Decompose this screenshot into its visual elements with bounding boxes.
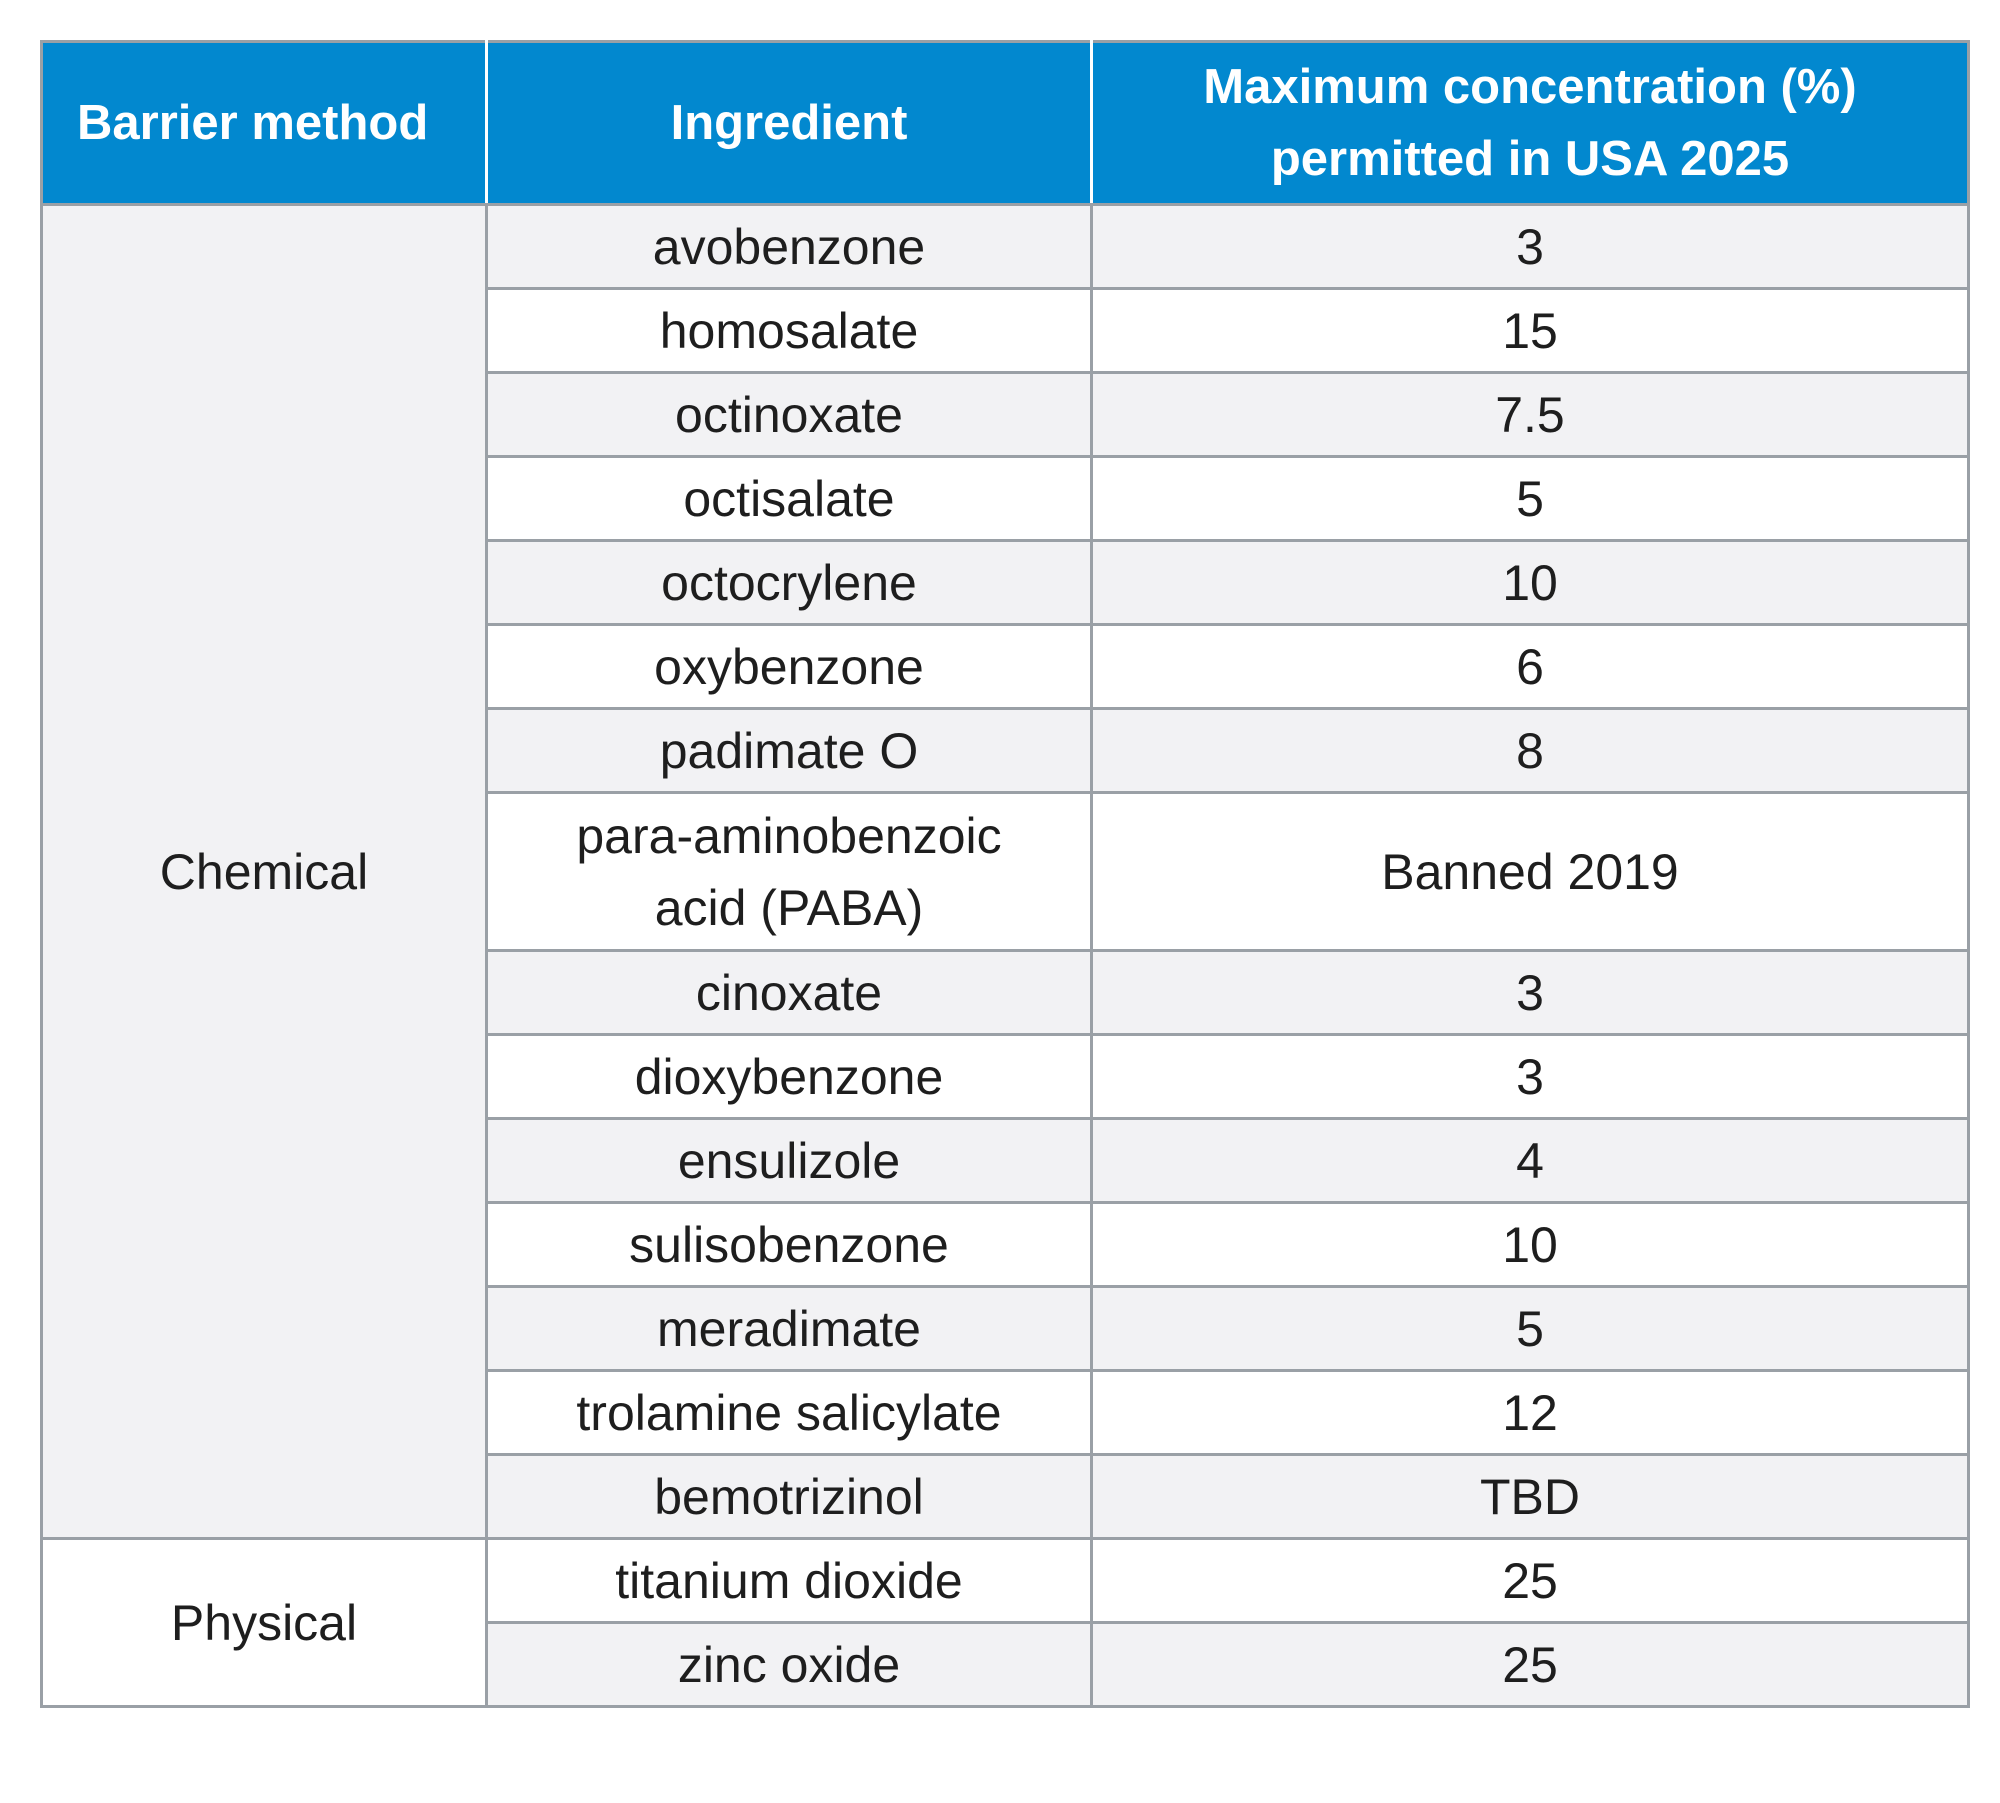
ingredient-cell: zinc oxide	[487, 1623, 1092, 1707]
sunscreen-ingredients-table	[40, 40, 1970, 1708]
ingredient-cell: avobenzone	[487, 205, 1092, 289]
table-row	[42, 1539, 1969, 1623]
ingredient-cell: oxybenzone	[487, 625, 1092, 709]
ingredient-cell: octinoxate	[487, 373, 1092, 457]
max-concentration-cell: 4	[1092, 1119, 1969, 1203]
ingredient-cell: bemotrizinol	[487, 1455, 1092, 1539]
ingredient-cell: sulisobenzone	[487, 1203, 1092, 1287]
ingredient-cell: trolamine salicylate	[487, 1371, 1092, 1455]
ingredient-line1: para-aminobenzoic	[576, 807, 1002, 864]
max-concentration-cell: 25	[1092, 1539, 1969, 1623]
max-concentration-cell: 5	[1092, 1287, 1969, 1371]
ingredient-cell: dioxybenzone	[487, 1035, 1092, 1119]
table-row	[42, 205, 1969, 289]
max-concentration-cell: 6	[1092, 625, 1969, 709]
barrier-method-cell: Chemical	[42, 205, 487, 1539]
max-concentration-cell: 7.5	[1092, 373, 1969, 457]
header-ingredient: Ingredient	[487, 42, 1092, 205]
ingredient-cell: ensulizole	[487, 1119, 1092, 1203]
ingredient-cell	[487, 793, 1092, 951]
ingredient-cell: meradimate	[487, 1287, 1092, 1371]
ingredient-cell: octisalate	[487, 457, 1092, 541]
max-concentration-cell: 8	[1092, 709, 1969, 793]
header-barrier-method: Barrier method	[42, 42, 487, 205]
max-concentration-cell: 25	[1092, 1623, 1969, 1707]
barrier-method-cell: Physical	[42, 1539, 487, 1707]
ingredient-cell: titanium dioxide	[487, 1539, 1092, 1623]
max-concentration-cell: 5	[1092, 457, 1969, 541]
ingredient-cell: padimate O	[487, 709, 1092, 793]
max-concentration-cell: TBD	[1092, 1455, 1969, 1539]
max-concentration-cell: Banned 2019	[1092, 793, 1969, 951]
header-max-concentration	[1092, 42, 1969, 205]
max-concentration-cell: 3	[1092, 205, 1969, 289]
max-concentration-cell: 12	[1092, 1371, 1969, 1455]
ingredient-cell: cinoxate	[487, 951, 1092, 1035]
max-concentration-cell: 10	[1092, 1203, 1969, 1287]
max-concentration-cell: 3	[1092, 1035, 1969, 1119]
ingredient-line2: acid (PABA)	[654, 879, 924, 936]
max-concentration-cell: 15	[1092, 289, 1969, 373]
ingredient-cell: octocrylene	[487, 541, 1092, 625]
ingredient-cell: homosalate	[487, 289, 1092, 373]
header-max-concentration-line1: Maximum concentration (%)	[1203, 60, 1857, 114]
max-concentration-cell: 10	[1092, 541, 1969, 625]
header-max-concentration-line2: permitted in USA 2025	[1270, 132, 1790, 186]
max-concentration-cell: 3	[1092, 951, 1969, 1035]
header-row	[42, 42, 1969, 205]
